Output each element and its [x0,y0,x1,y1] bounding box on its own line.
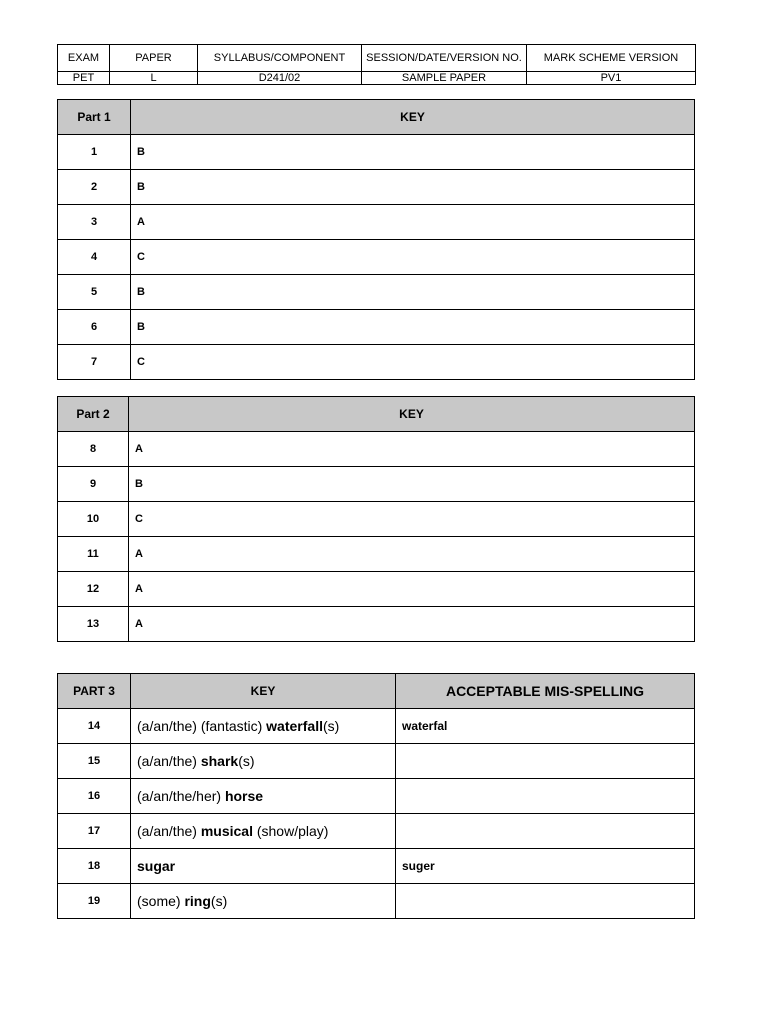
answer-key: A [131,205,695,240]
answer-key: (a/an/the) musical (show/play) [131,814,396,849]
question-number: 5 [58,275,131,310]
part2-table [57,396,695,642]
exam-header: EXAM [58,45,110,72]
answer-key: B [131,170,695,205]
question-number: 16 [58,779,131,814]
table-row [58,467,695,502]
answer-key: C [131,345,695,380]
table-row [58,814,695,849]
acceptable-misspelling-header: ACCEPTABLE MIS-SPELLING [396,674,695,709]
answer-key: A [129,607,695,642]
answer-key: A [129,432,695,467]
question-number: 17 [58,814,131,849]
acceptable-misspelling: suger [396,849,695,884]
exam-info-table [57,44,696,85]
question-number: 1 [58,135,131,170]
mark-scheme-header: MARK SCHEME VERSION [527,45,696,72]
syllabus-header: SYLLABUS/COMPONENT [198,45,362,72]
table-row [58,884,695,919]
question-number: 13 [58,607,129,642]
answer-key: B [131,275,695,310]
session-header: SESSION/DATE/VERSION NO. [362,45,527,72]
acceptable-misspelling [396,814,695,849]
table-row [58,849,695,884]
answer-key: (a/an/the) shark(s) [131,744,396,779]
question-number: 14 [58,709,131,744]
part2-key-header: KEY [129,397,695,432]
question-number: 11 [58,537,129,572]
table-row [58,275,695,310]
answer-key: A [129,537,695,572]
table-row [58,135,695,170]
question-number: 6 [58,310,131,345]
table-row [58,572,695,607]
question-number: 4 [58,240,131,275]
answer-key: B [131,135,695,170]
table-row [58,170,695,205]
paper-value: L [110,72,198,85]
part2-label: Part 2 [58,397,129,432]
table-row [58,432,695,467]
part3-table [57,673,695,919]
table-row [58,744,695,779]
answer-key: C [131,240,695,275]
answer-key: A [129,572,695,607]
question-number: 19 [58,884,131,919]
answer-key: B [131,310,695,345]
question-number: 3 [58,205,131,240]
question-number: 7 [58,345,131,380]
part1-label: Part 1 [58,100,131,135]
part1-table [57,99,695,380]
table-row [58,205,695,240]
question-number: 2 [58,170,131,205]
question-number: 12 [58,572,129,607]
table-row [58,502,695,537]
session-value: SAMPLE PAPER [362,72,527,85]
answer-key: C [129,502,695,537]
question-number: 9 [58,467,129,502]
paper-header: PAPER [110,45,198,72]
mark-scheme-value: PV1 [527,72,696,85]
question-number: 10 [58,502,129,537]
table-row [58,345,695,380]
acceptable-misspelling [396,779,695,814]
acceptable-misspelling [396,884,695,919]
exam-value: PET [58,72,110,85]
question-number: 15 [58,744,131,779]
part3-label: PART 3 [58,674,131,709]
acceptable-misspelling [396,744,695,779]
answer-key: sugar [131,849,396,884]
table-row [58,709,695,744]
table-row [58,240,695,275]
answer-key: (some) ring(s) [131,884,396,919]
table-row [58,310,695,345]
answer-key: B [129,467,695,502]
syllabus-value: D241/02 [198,72,362,85]
part1-key-header: KEY [131,100,695,135]
part3-key-header: KEY [131,674,396,709]
question-number: 18 [58,849,131,884]
table-row [58,779,695,814]
answer-key: (a/an/the/her) horse [131,779,396,814]
table-row [58,537,695,572]
table-row [58,607,695,642]
acceptable-misspelling: waterfal [396,709,695,744]
question-number: 8 [58,432,129,467]
answer-key: (a/an/the) (fantastic) waterfall(s) [131,709,396,744]
